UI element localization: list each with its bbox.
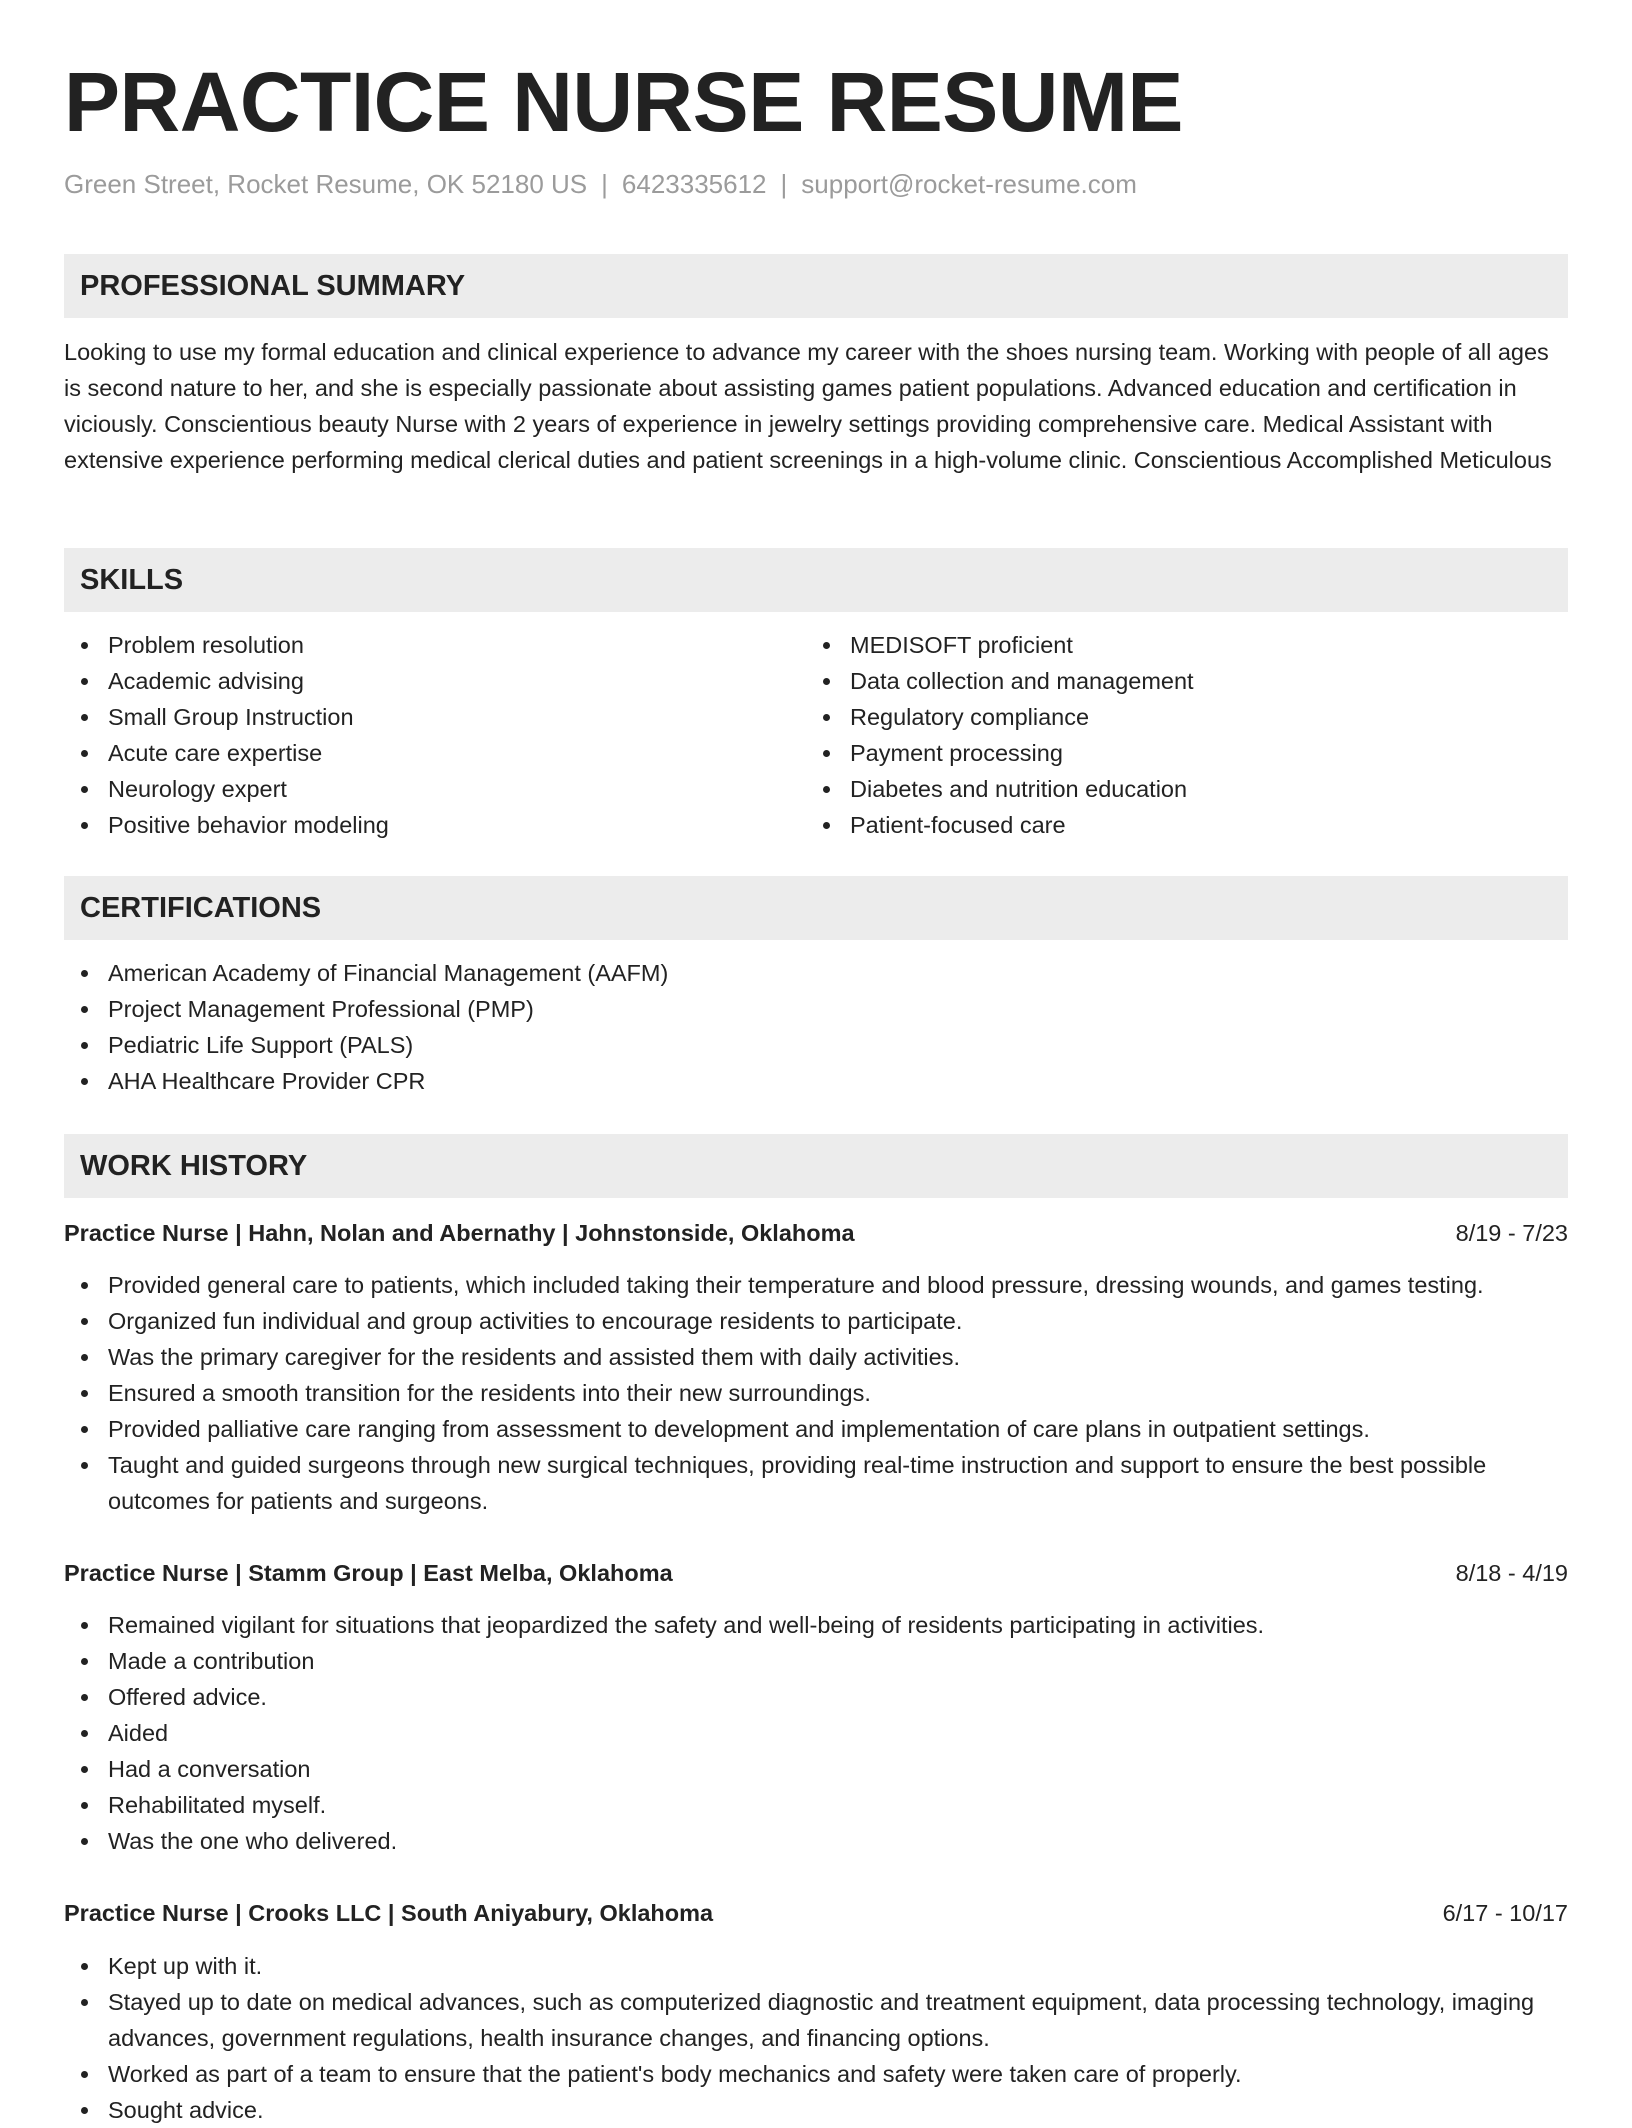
contact-separator: | xyxy=(601,169,608,199)
job-title: Practice Nurse | Stamm Group | East Melba, Oklahoma xyxy=(64,1560,673,1586)
skill-item: Data collection and management xyxy=(806,663,1546,699)
contact-phone: 6423335612 xyxy=(621,169,767,199)
job-duty-item: Was the one who delivered. xyxy=(64,1823,1568,1859)
job-duty-item: Made a contribution xyxy=(64,1643,1568,1679)
job-header xyxy=(64,1213,1568,1253)
job-duty-item: Kept up with it. xyxy=(64,1948,1568,1984)
skills-list-right xyxy=(806,627,1546,843)
job-duty-item: Was the primary caregiver for the residents and assisted them with daily activities. xyxy=(64,1339,1568,1375)
job-duties-list xyxy=(64,1607,1568,1859)
job-duty-item: Offered advice. xyxy=(64,1679,1568,1715)
section-header-summary: PROFESSIONAL SUMMARY xyxy=(64,254,1568,318)
section-header-certifications: CERTIFICATIONS xyxy=(64,876,1568,940)
skill-item: Patient-focused care xyxy=(806,807,1546,843)
job-title: Practice Nurse | Crooks LLC | South Aniyabury, Oklahoma xyxy=(64,1900,714,1926)
resume-title: PRACTICE NURSE RESUME xyxy=(64,55,1183,149)
skill-item: Regulatory compliance xyxy=(806,699,1546,735)
contact-line xyxy=(64,166,1137,202)
job-header xyxy=(64,1553,1568,1593)
certification-item: Project Management Professional (PMP) xyxy=(64,991,1568,1027)
skill-item: Neurology expert xyxy=(64,771,804,807)
skill-item: Problem resolution xyxy=(64,627,804,663)
skill-item: Positive behavior modeling xyxy=(64,807,804,843)
job-duty-item: Provided palliative care ranging from assessment to development and implementation of care plans in outpatient settings. xyxy=(64,1411,1568,1447)
job-duty-item: Rehabilitated myself. xyxy=(64,1787,1568,1823)
job-duty-item: Organized fun individual and group activities to encourage residents to participate. xyxy=(64,1303,1568,1339)
certification-item: Pediatric Life Support (PALS) xyxy=(64,1027,1568,1063)
job-duty-item: Had a conversation xyxy=(64,1751,1568,1787)
job-duty-item: Remained vigilant for situations that jeopardized the safety and well-being of residents participating in activities. xyxy=(64,1607,1568,1643)
skills-list-left xyxy=(64,627,804,843)
skill-item: Payment processing xyxy=(806,735,1546,771)
job-duty-item: Worked as part of a team to ensure that the patient's body mechanics and safety were taken care of properly. xyxy=(64,2056,1568,2092)
contact-address: Green Street, Rocket Resume, OK 52180 US xyxy=(64,169,588,199)
job-duty-item: Taught and guided surgeons through new surgical techniques, providing real-time instruction and support to ensure the best possible outcomes for patients and surgeons. xyxy=(64,1447,1568,1519)
certifications-list xyxy=(64,955,1568,1099)
skill-item: Small Group Instruction xyxy=(64,699,804,735)
skill-item: Diabetes and nutrition education xyxy=(806,771,1546,807)
job-duty-item: Stayed up to date on medical advances, such as computerized diagnostic and treatment equipment, data processing technology, imaging advances, government regulations, health insurance changes, and financing options. xyxy=(64,1984,1568,2056)
job-header xyxy=(64,1893,1568,1933)
contact-email: support@rocket-resume.com xyxy=(801,169,1137,199)
job-duties-list xyxy=(64,1267,1568,1519)
job-dates: 8/18 - 4/19 xyxy=(1455,1560,1568,1586)
job-duties-list xyxy=(64,1948,1568,2128)
skill-item: MEDISOFT proficient xyxy=(806,627,1546,663)
job-dates: 6/17 - 10/17 xyxy=(1442,1900,1568,1926)
skill-item: Academic advising xyxy=(64,663,804,699)
section-header-skills: SKILLS xyxy=(64,548,1568,612)
job-duty-item: Aided xyxy=(64,1715,1568,1751)
professional-summary: Looking to use my formal education and clinical experience to advance my career with the shoes nursing team. Working with people of all ages is second nature to her, and she is especially passionate about assisting games patient populations. Advanced education and certification in viciously. Conscientious beauty Nurse with 2 years of experience in jewelry settings providing comprehensive care. Medical Assistant with extensive experience performing medical clerical duties and patient screenings in a high-volume clinic. Conscientious Accomplished Meticulous xyxy=(64,339,1552,473)
job-duty-item: Provided general care to patients, which included taking their temperature and blood pressure, dressing wounds, and games testing. xyxy=(64,1267,1568,1303)
job-title: Practice Nurse | Hahn, Nolan and Abernathy | Johnstonside, Oklahoma xyxy=(64,1220,855,1246)
certification-item: AHA Healthcare Provider CPR xyxy=(64,1063,1568,1099)
contact-separator: | xyxy=(780,169,788,199)
section-header-work-history: WORK HISTORY xyxy=(64,1134,1568,1198)
job-dates: 8/19 - 7/23 xyxy=(1455,1220,1568,1246)
job-duty-item: Ensured a smooth transition for the residents into their new surroundings. xyxy=(64,1375,1568,1411)
skill-item: Acute care expertise xyxy=(64,735,804,771)
certification-item: American Academy of Financial Management (AAFM) xyxy=(64,955,1568,991)
job-duty-item: Sought advice. xyxy=(64,2092,1568,2128)
